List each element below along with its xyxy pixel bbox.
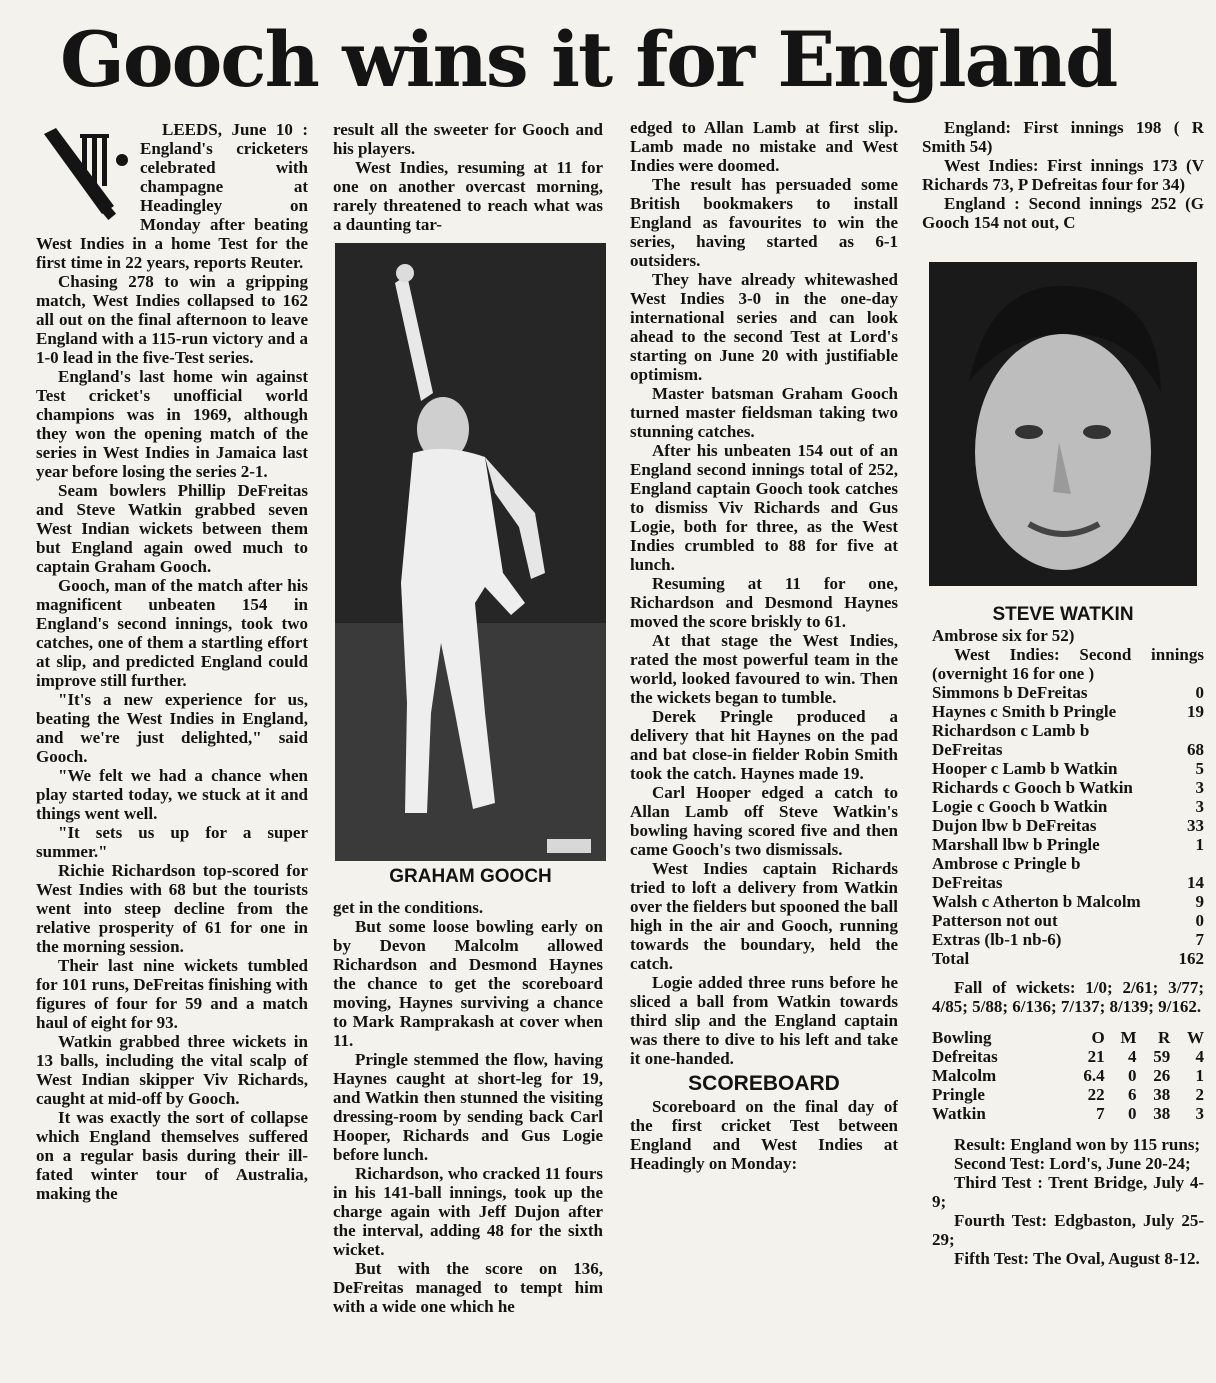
batting-row — [932, 873, 1204, 892]
bowling-cell: Defreitas — [932, 1047, 998, 1066]
body-paragraph: After his unbeaten 154 out of an England second innings total of 252, England captain Gooch took catches to dismiss Viv Richards and Gus Logie, both for three, as the West Indies crumbled to 88 for five at lunch. — [630, 441, 898, 574]
body-paragraph: Carl Hooper edged a catch to Allan Lamb off Steve Watkin's bowling having scored five and then came Gooch's two dismissals. — [630, 783, 898, 859]
body-paragraph: Seam bowlers Phillip DeFreitas and Steve Watkin grabbed seven West Indian wickets between them but England again owed much to captain Graham Gooch. — [36, 481, 308, 576]
innings-line — [932, 645, 1204, 683]
body-paragraph: result all the sweeter for Gooch and his players. — [333, 120, 603, 158]
bowling-cell: Malcolm — [932, 1066, 997, 1085]
body-paragraph: "It's a new experience for us, beating the West Indies in England, and we're just delighted," said Gooch. — [36, 690, 308, 766]
batsman-entry: Ambrose c Pringle b — [932, 854, 1081, 873]
bowling-header-cell: M — [1120, 1028, 1137, 1047]
body-paragraph: But with the score on 136, DeFreitas managed to tempt him with a wide one which he — [333, 1259, 603, 1316]
bowling-cell: 0 — [1128, 1066, 1137, 1085]
body-paragraph: Scoreboard on the final day of the first cricket Test between England and West Indies at Headingly on Monday: — [630, 1097, 898, 1173]
scorecard-summary — [922, 118, 1204, 256]
bowling-cell: 22 — [1087, 1085, 1105, 1104]
runs-value: 3 — [1195, 797, 1204, 816]
batting-row — [932, 740, 1204, 759]
bowling-cell: 38 — [1153, 1104, 1171, 1123]
bowling-cell: 7 — [1096, 1104, 1105, 1123]
batting-row — [932, 759, 1204, 778]
scorecard-detail — [932, 626, 1204, 1380]
body-paragraph: Master batsman Graham Gooch turned master fieldsman taking two stunning catches. — [630, 384, 898, 441]
batsman-entry: Total — [932, 949, 970, 968]
runs-value — [1174, 854, 1204, 873]
batsman-entry: Logie c Gooch b Watkin — [932, 797, 1108, 816]
result-line: Result: England won by 115 runs; — [954, 1135, 1201, 1154]
runs-value: 33 — [1187, 816, 1204, 835]
team-label: West Indies: — [944, 156, 1039, 175]
fall-of-wickets: Fall of wickets: 1/0; 2/61; 3/77; 4/85; 5/88; 6/136; 7/137; 8/139; 9/162. — [932, 978, 1204, 1016]
body-paragraph: England's last home win against Test cricket's unofficial world champions was in 1969, although they won the opening match of the series in West Indies in Jamaica last year before losing the series 2-1. — [36, 367, 308, 481]
body-paragraph: Logie added three runs before he sliced a ball from Watkin towards third slip and the England captain was there to dive to his left and take it one-handed. — [630, 973, 898, 1068]
runs-value: 162 — [1178, 949, 1204, 968]
dateline-paragraph: LEEDS, June 10 : England's cricketers celebrated with champagne at Headingley on Monday after beating West Indies in a home Test for the first time in 22 years, reports Reuter. — [36, 120, 308, 272]
batting-row — [932, 778, 1204, 797]
body-paragraph: West Indies captain Richards tried to loft a delivery from Watkin over the fielders but spooned the ball high in the air and Gooch, running towards the boundary, held the catch. — [630, 859, 898, 973]
cricket-bat-icon — [36, 124, 132, 220]
batting-row — [932, 892, 1204, 911]
body-paragraph: But some loose bowling early on by Devon Malcolm allowed Richardson and Desmond Haynes the chance to get the scoreboard moving, Haynes surviving a chance to Mark Ramprakash at cover when 11. — [333, 917, 603, 1050]
body-paragraph: West Indies, resuming at 11 for one on another overcast morning, rarely threatened to reach what was a daunting tar- — [333, 158, 603, 234]
batsman-entry: Simmons b DeFreitas — [932, 683, 1088, 702]
bowling-cell: 26 — [1153, 1066, 1171, 1085]
batting-row — [932, 683, 1204, 702]
bowling-row — [932, 1047, 1204, 1066]
graham-gooch-photo — [335, 243, 606, 861]
body-paragraph: "We felt we had a chance when play started today, we stuck at it and things went well. — [36, 766, 308, 823]
innings-text: Second innings (overnight 16 for one ) — [932, 645, 1204, 683]
bowling-header-cell: W — [1187, 1028, 1204, 1047]
innings-text: Second innings 252 (G Gooch 154 not out, C — [922, 194, 1204, 232]
body-paragraph: Pringle stemmed the flow, having Haynes caught at short-leg for 19, and Watkin then stunned the visiting dressing-room by sending back Carl Hooper, Richards and Gus Logie before lunch. — [333, 1050, 603, 1164]
bowling-cell: 21 — [1087, 1047, 1105, 1066]
body-paragraph: Derek Pringle produced a delivery that hit Haynes on the pad and bat close-in fielder Robin Smith took the catch. Haynes made 19. — [630, 707, 898, 783]
runs-value: 3 — [1195, 778, 1204, 797]
runs-value: 19 — [1187, 702, 1204, 721]
innings-line — [922, 156, 1204, 194]
innings-text: Ambrose six for 52) — [932, 626, 1075, 645]
innings-line — [922, 194, 1204, 232]
batsman-entry: Marshall lbw b Pringle — [932, 835, 1100, 854]
batsman-entry: Patterson not out — [932, 911, 1058, 930]
bowling-cell: 4 — [1195, 1047, 1204, 1066]
steve-watkin-photo — [929, 262, 1197, 586]
batting-row — [932, 911, 1204, 930]
runs-value: 1 — [1195, 835, 1204, 854]
bowling-cell: 1 — [1195, 1066, 1204, 1085]
bowling-cell: 3 — [1195, 1104, 1204, 1123]
innings-text: First innings 198 ( R Smith 54) — [922, 118, 1204, 156]
bowling-cell: Pringle — [932, 1085, 985, 1104]
batting-row — [932, 816, 1204, 835]
bowling-cell: 6 — [1128, 1085, 1137, 1104]
body-paragraph: The result has persuaded some British bookmakers to install England as favourites to win the series, having started as 6-1 outsiders. — [630, 175, 898, 270]
batting-row — [932, 797, 1204, 816]
body-paragraph: It was exactly the sort of collapse which England themselves suffered on a regular basis during their ill-fated winter tour of Australia, making the — [36, 1108, 308, 1203]
body-paragraph: Richardson, who cracked 11 fours in his 141-ball innings, took up the charge again with Jeff Dujon after the interval, adding 48 for the sixth wicket. — [333, 1164, 603, 1259]
runs-value: 68 — [1187, 740, 1204, 759]
batsman-entry: Extras (lb-1 nb-6) — [932, 930, 1062, 949]
bowling-row — [932, 1104, 1204, 1123]
fixture-line: Second Test: Lord's, June 20-24; — [954, 1154, 1191, 1173]
runs-value: 0 — [1195, 911, 1204, 930]
runs-value: 5 — [1195, 759, 1204, 778]
batting-row — [932, 949, 1204, 968]
article-column-3 — [630, 118, 898, 1380]
bowling-cell: 2 — [1195, 1085, 1204, 1104]
batsman-entry: Dujon lbw b DeFreitas — [932, 816, 1097, 835]
portrait-illustration — [929, 262, 1197, 586]
bowling-header-cell: Bowling — [932, 1028, 992, 1047]
team-label: West Indies: — [954, 645, 1060, 664]
batsman-entry: Richardson c Lamb b — [932, 721, 1090, 740]
body-paragraph: They have already whitewashed West Indies 3-0 in the one-day international series and can look ahead to the second Test at Lord's starting on June 20 with justifiable optimism. — [630, 270, 898, 384]
batting-row — [932, 930, 1204, 949]
bowling-cell: 59 — [1153, 1047, 1171, 1066]
body-paragraph: Their last nine wickets tumbled for 101 runs, DeFreitas finishing with figures of four for 59 and a match haul of eight for 93. — [36, 956, 308, 1032]
body-paragraph: Watkin grabbed three wickets in 13 balls, including the vital scalp of West Indian skipper Viv Richards, caught at mid-off by Gooch. — [36, 1032, 308, 1108]
bowling-cell: 0 — [1128, 1104, 1137, 1123]
article-column-1 — [36, 120, 308, 1380]
fixture-line: Fifth Test: The Oval, August 8-12. — [954, 1249, 1200, 1268]
photo-caption: STEVE WATKIN — [992, 604, 1134, 625]
bowling-table — [932, 1028, 1204, 1123]
body-paragraph: Chasing 278 to win a gripping match, West Indies collapsed to 162 all out on the final afternoon to leave England with a 115-run victory and a 1-0 lead in the five-Test series. — [36, 272, 308, 367]
article-column-2-bottom — [333, 898, 603, 1378]
bowling-header-cell: O — [1091, 1028, 1105, 1047]
bowling-row — [932, 1085, 1204, 1104]
batting-row — [932, 721, 1204, 740]
batsman-entry: Richards c Gooch b Watkin — [932, 778, 1133, 797]
team-label: England : — [944, 194, 1020, 213]
runs-value: 7 — [1195, 930, 1204, 949]
runs-value — [1174, 721, 1204, 740]
body-paragraph: "It sets us up for a super summer." — [36, 823, 308, 861]
runs-value: 0 — [1195, 683, 1204, 702]
innings-line — [922, 118, 1204, 156]
body-paragraph: At that stage the West Indies, rated the most powerful team in the world, looked favoured to win. Then the wickets began to tumble. — [630, 631, 898, 707]
bowling-header-cell: R — [1157, 1028, 1171, 1047]
batting-row — [932, 835, 1204, 854]
batsman-entry: Walsh c Atherton b Malcolm — [932, 892, 1141, 911]
batsman-entry: DeFreitas — [932, 873, 1003, 892]
scoreboard-heading: SCOREBOARD — [688, 1072, 840, 1095]
runs-value: 14 — [1187, 873, 1204, 892]
fixture-line: Fourth Test: Edgbaston, July 25-29; — [932, 1211, 1204, 1249]
team-label: England: — [944, 118, 1012, 137]
bowling-cell: Watkin — [932, 1104, 986, 1123]
batsman-entry: DeFreitas — [932, 740, 1003, 759]
photo-caption: GRAHAM GOOCH — [389, 866, 552, 887]
batting-scorecard — [932, 683, 1204, 968]
bowling-cell: 4 — [1128, 1047, 1137, 1066]
headline: Gooch wins it for England — [60, 15, 1117, 104]
body-paragraph: Gooch, man of the match after his magnificent unbeaten 154 in England's second innings, took two catches, one of them a startling effort at slip, and predicted England could improve still further. — [36, 576, 308, 690]
batsman-entry: Haynes c Smith b Pringle — [932, 702, 1117, 721]
batting-row — [932, 854, 1204, 873]
body-paragraph: Resuming at 11 for one, Richardson and Desmond Haynes moved the score briskly to 61. — [630, 574, 898, 631]
innings-text: First innings 173 (V Richards 73, P Defreitas four for 34) — [922, 156, 1204, 194]
body-paragraph: edged to Allan Lamb at first slip. Lamb made no mistake and West Indies were doomed. — [630, 118, 898, 175]
bowling-cell: 38 — [1153, 1085, 1171, 1104]
bowling-cell: 6.4 — [1083, 1066, 1105, 1085]
body-paragraph: Richie Richardson top-scored for West Indies with 68 but the tourists went into steep decline from the relative prosperity of 61 for one in the morning session. — [36, 861, 308, 956]
player-celebrating-illustration — [335, 243, 606, 861]
runs-value: 9 — [1195, 892, 1204, 911]
fixture-line: Third Test : Trent Bridge, July 4-9; — [932, 1173, 1204, 1211]
batsman-entry: Hooper c Lamb b Watkin — [932, 759, 1118, 778]
body-paragraph: get in the conditions. — [333, 898, 484, 917]
batting-row — [932, 702, 1204, 721]
article-column-2-top — [333, 120, 603, 238]
bowling-row — [932, 1066, 1204, 1085]
